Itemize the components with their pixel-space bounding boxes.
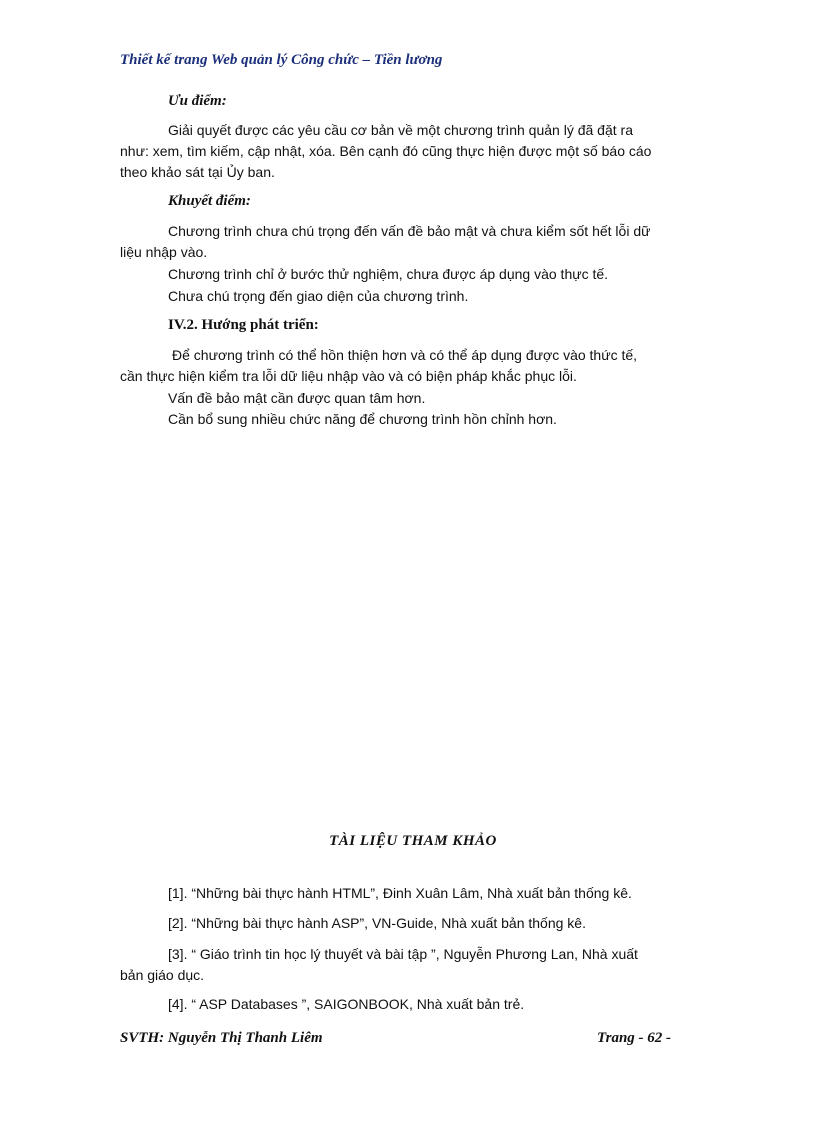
disadvantages-title: Khuyết điểm: [168, 193, 251, 209]
development-item3: Cần bổ sung nhiều chức năng để chương trình hồn chỉnh hơn. [168, 411, 557, 427]
reference-2: [2]. “Những bài thực hành ASP”, VN-Guide, Nhà xuất bản thống kê. [168, 915, 586, 931]
disadvantages-item2: Chương trình chỉ ở bước thử nghiệm, chưa được áp dụng vào thực tế. [168, 266, 609, 282]
development-item1-line2: cần thực hiện kiểm tra lỗi dữ liệu nhập vào và có biện pháp khắc phục lỗi. [120, 368, 577, 384]
reference-1: [1]. “Những bài thực hành HTML”, Đinh Xuân Lâm, Nhà xuất bản thống kê. [168, 885, 632, 901]
advantages-line3: theo khảo sát tại Ủy ban. [120, 164, 275, 180]
references-title [0, 833, 816, 850]
disadvantages-item1-line1: Chương trình chưa chú trọng đến vấn đề bảo mật và chưa kiểm sốt hết lỗi dữ [168, 223, 651, 239]
development-title: IV.2. Hướng phát triển: [168, 317, 319, 333]
references-title-text: TÀI LIỆU THAM KHẢO [329, 833, 497, 849]
advantages-title: Ưu điểm: [168, 93, 227, 109]
reference-4: [4]. “ ASP Databases ”, SAIGONBOOK, Nhà xuất bản trẻ. [168, 996, 525, 1012]
disadvantages-item1-line2: liệu nhập vào. [120, 244, 208, 260]
development-item1-line1: Để chương trình có thể hồn thiện hơn và có thể áp dụng được vào thức tế, [172, 347, 638, 363]
footer-author: SVTH: Nguyễn Thị Thanh Liêm [120, 1030, 323, 1046]
disadvantages-item3: Chưa chú trọng đến giao diện của chương trình. [168, 288, 469, 304]
running-header: Thiết kế trang Web quản lý Công chức – Tiền lương [120, 52, 443, 68]
development-item2: Vấn đề bảo mật cần được quan tâm hơn. [168, 390, 426, 406]
reference-3-line2: bản giáo dục. [120, 967, 205, 983]
advantages-line1: Giải quyết được các yêu cầu cơ bản về một chương trình quản lý đã đặt ra [168, 122, 633, 138]
reference-3-line1: [3]. “ Giáo trình tin học lý thuyết và bài tập ”, Nguyễn Phương Lan, Nhà xuất [168, 946, 638, 962]
footer-page-number: Trang - 62 - [597, 1030, 672, 1046]
advantages-line2: như: xem, tìm kiếm, cập nhật, xóa. Bên cạnh đó cũng thực hiện được một số báo cáo [120, 143, 652, 159]
